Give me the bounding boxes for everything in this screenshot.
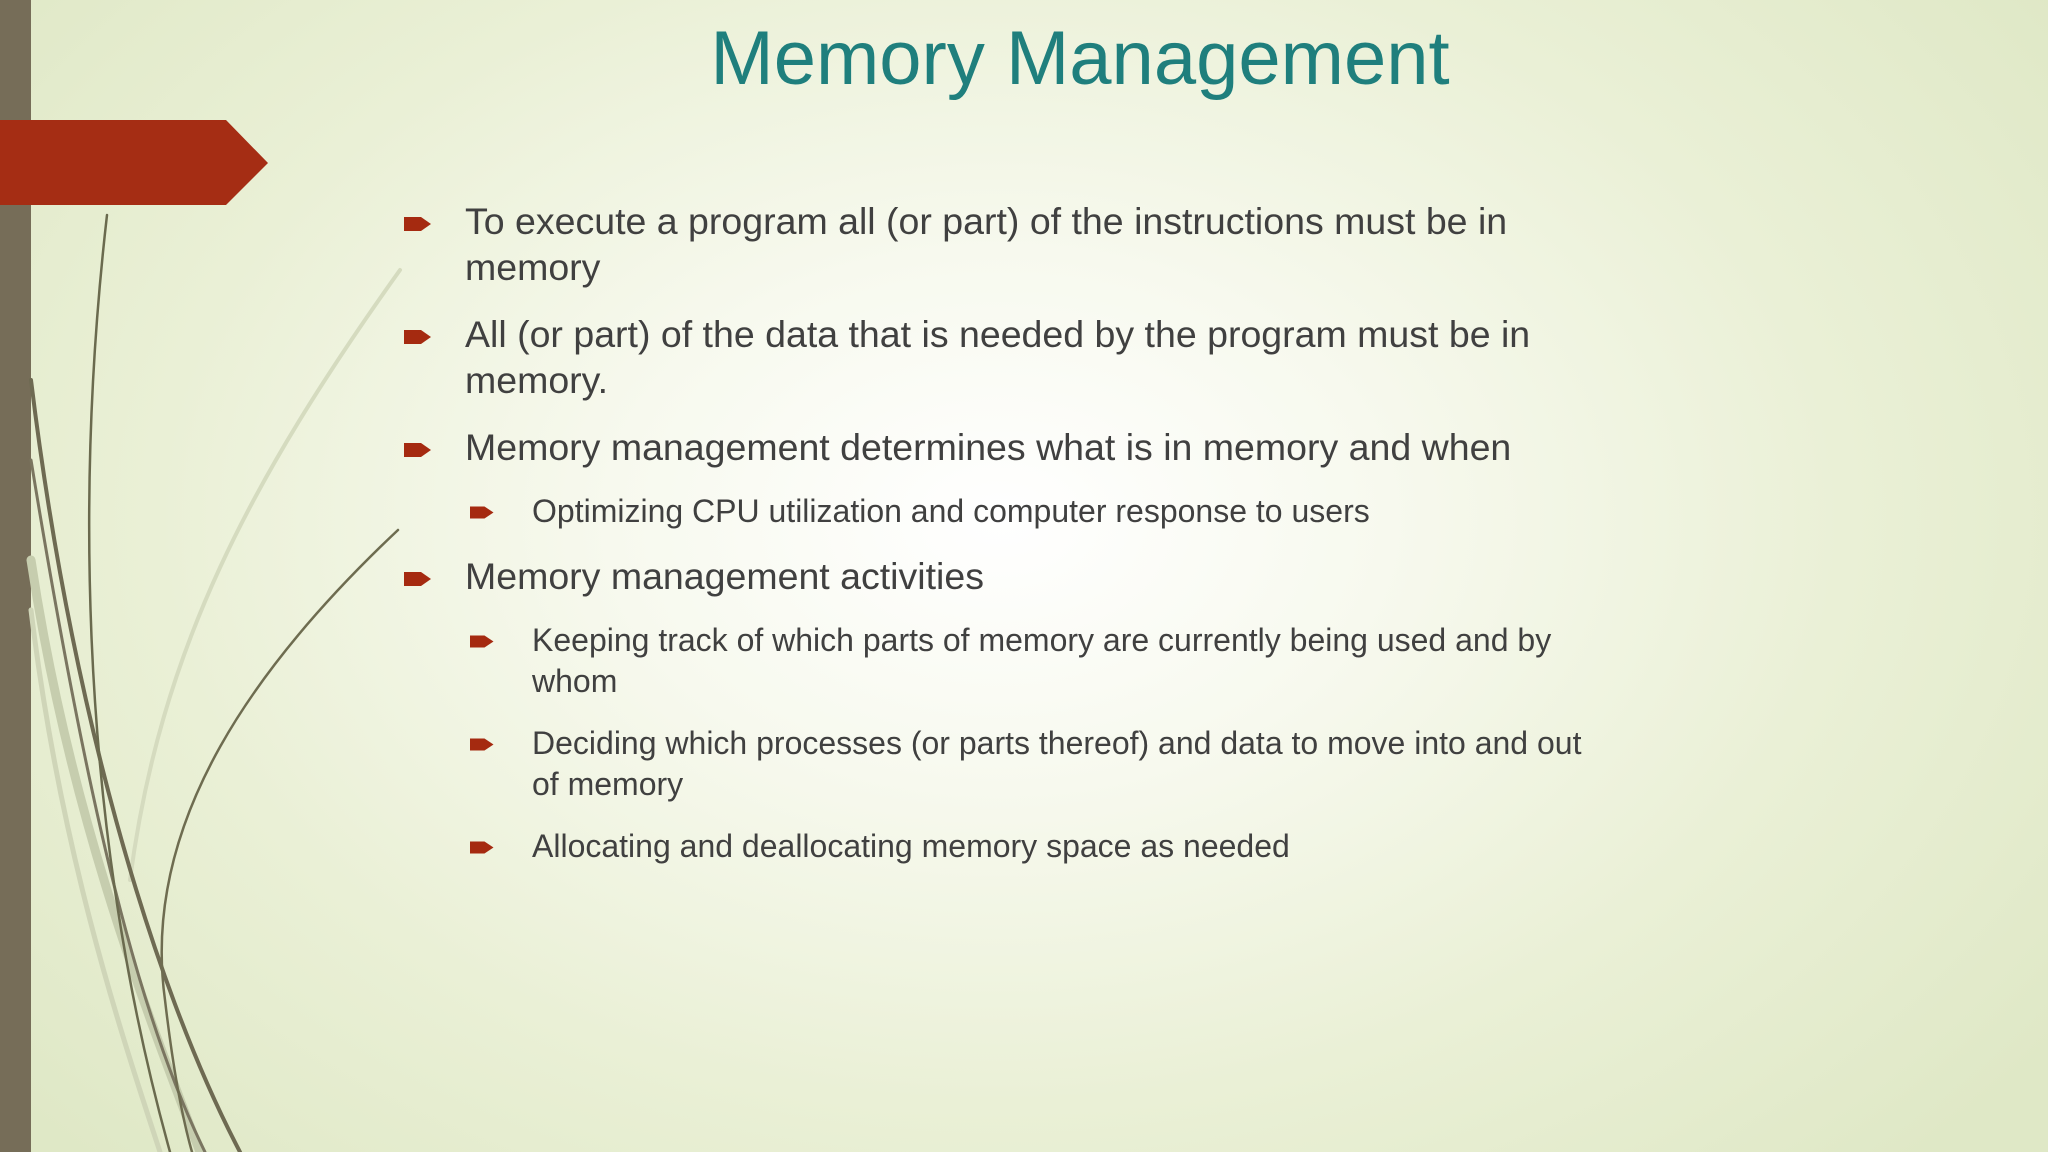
decorative-curves xyxy=(0,0,420,1152)
arrow-bullet-icon xyxy=(404,569,433,589)
decor-curve xyxy=(130,270,400,880)
bullet-list xyxy=(404,198,1584,888)
bullet-item xyxy=(404,424,1584,470)
bullet-text: Keeping track of which parts of memory are currently being used and by whom xyxy=(532,622,1552,699)
accent-tab xyxy=(0,120,268,205)
slide-title: Memory Management xyxy=(710,16,1450,101)
sub-bullet-item xyxy=(470,620,1584,702)
arrow-bullet-icon xyxy=(404,327,433,347)
bullet-item xyxy=(404,311,1584,403)
bullet-text: All (or part) of the data that is needed by the program must be in memory. xyxy=(465,313,1531,401)
bullet-text: Optimizing CPU utilization and computer response to users xyxy=(532,493,1370,529)
sub-bullet-item xyxy=(470,491,1584,532)
bullet-item xyxy=(404,198,1584,290)
bullet-text: Memory management determines what is in memory and when xyxy=(465,426,1512,468)
bullet-text: Allocating and deallocating memory space as needed xyxy=(532,828,1290,864)
bullet-text: Memory management activities xyxy=(465,555,984,597)
bullet-text: To execute a program all (or part) of the instructions must be in memory xyxy=(465,200,1508,288)
arrow-bullet-icon xyxy=(470,839,495,856)
arrow-bullet-icon xyxy=(470,504,495,521)
bullet-item xyxy=(404,553,1584,599)
arrow-bullet-icon xyxy=(470,736,495,753)
decor-curve xyxy=(89,215,170,1152)
sub-bullet-item xyxy=(470,723,1584,805)
sub-bullet-item xyxy=(470,826,1584,867)
bullet-text: Deciding which processes (or parts thereof) and data to move into and out of memory xyxy=(532,725,1582,802)
arrow-bullet-icon xyxy=(404,214,433,234)
arrow-bullet-icon xyxy=(404,440,433,460)
arrow-bullet-icon xyxy=(470,633,495,650)
